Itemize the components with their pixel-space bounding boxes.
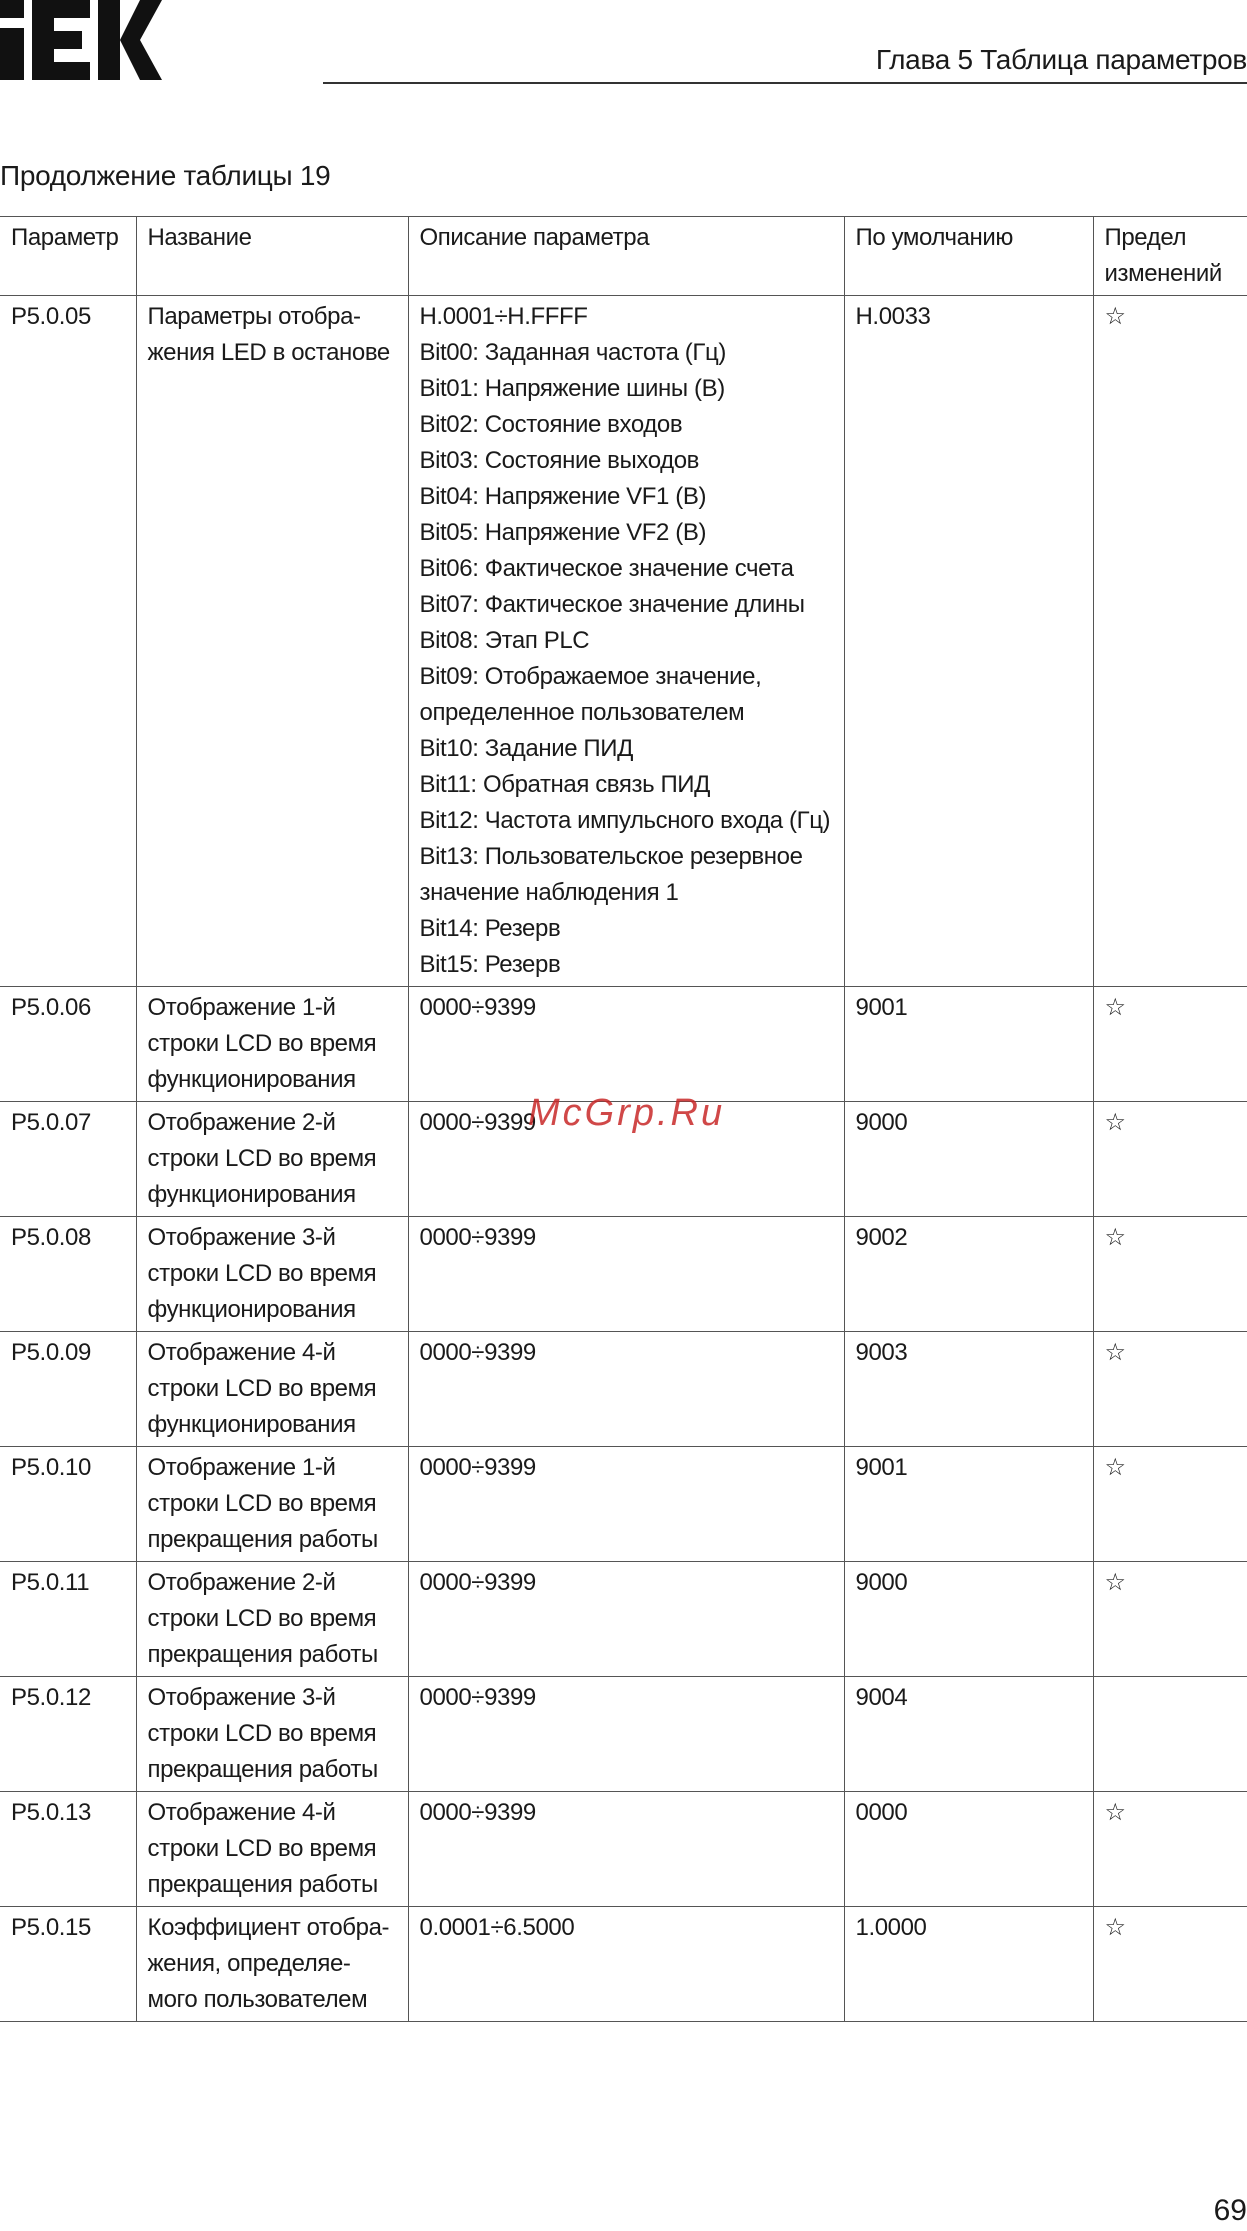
change-limit-cell: ☆ <box>1093 1332 1247 1447</box>
description-line: 0.0001÷6.5000 <box>419 1914 575 1941</box>
param-description-cell <box>408 1332 844 1447</box>
description-line: Bit00: Заданная частота (Гц) <box>419 339 726 366</box>
description-line: Bit05: Напряжение VF2 (В) <box>419 519 707 546</box>
param-code-cell: P5.0.15 <box>0 1907 136 2022</box>
description-line: значение наблюдения 1 <box>419 879 679 906</box>
default-value-cell: 9000 <box>844 1562 1093 1677</box>
table-row <box>0 1217 1247 1332</box>
column-header: Предел изменений <box>1093 217 1247 296</box>
table-body <box>0 296 1247 2022</box>
param-code-cell: P5.0.12 <box>0 1677 136 1792</box>
param-name-cell: Отображение 4-й строки LCD во время прекращения работы <box>136 1792 408 1907</box>
description-line: Bit14: Резерв <box>419 915 561 942</box>
param-name-cell: Коэффициент отобра-жения, определяе-мого пользователем <box>136 1907 408 2022</box>
default-value-cell: 0000 <box>844 1792 1093 1907</box>
table-row <box>0 987 1247 1102</box>
change-limit-cell: ☆ <box>1093 1792 1247 1907</box>
description-line: Bit06: Фактическое значение счета <box>419 555 794 582</box>
description-line: определенное пользователем <box>419 699 745 726</box>
param-description-cell <box>408 1907 844 2022</box>
description-line: Bit07: Фактическое значение длины <box>419 591 805 618</box>
param-description-cell <box>408 1447 844 1562</box>
param-description-cell <box>408 1217 844 1332</box>
description-line: 0000÷9399 <box>419 1454 536 1481</box>
change-limit-cell <box>1093 1677 1247 1792</box>
param-name-cell: Отображение 2-й строки LCD во время прекращения работы <box>136 1562 408 1677</box>
param-code-cell: P5.0.05 <box>0 296 136 987</box>
param-code-cell: P5.0.07 <box>0 1102 136 1217</box>
param-description-cell <box>408 1792 844 1907</box>
description-line: 0000÷9399 <box>419 1109 536 1136</box>
default-value-cell: 9001 <box>844 1447 1093 1562</box>
param-name-cell: Отображение 2-й строки LCD во время функционирования <box>136 1102 408 1217</box>
table-row <box>0 1447 1247 1562</box>
description-line: 0000÷9399 <box>419 1224 536 1251</box>
default-value-cell: 9003 <box>844 1332 1093 1447</box>
param-name-cell: Параметры отобра-жения LED в останове <box>136 296 408 987</box>
change-limit-cell: ☆ <box>1093 1562 1247 1677</box>
param-code-cell: P5.0.11 <box>0 1562 136 1677</box>
table-row <box>0 1562 1247 1677</box>
description-line: Bit15: Резерв <box>419 951 561 978</box>
description-line: 0000÷9399 <box>419 1569 536 1596</box>
table-row <box>0 1792 1247 1907</box>
description-line: H.0001÷H.FFFF <box>419 303 588 330</box>
param-description-cell <box>408 1677 844 1792</box>
table-row <box>0 1677 1247 1792</box>
param-name-cell: Отображение 3-й строки LCD во время прекращения работы <box>136 1677 408 1792</box>
change-limit-cell: ☆ <box>1093 1102 1247 1217</box>
description-line: Bit09: Отображаемое значение, <box>419 663 762 690</box>
description-line: Bit01: Напряжение шины (В) <box>419 375 725 402</box>
table-row <box>0 296 1247 987</box>
watermark: McGrp.Ru <box>528 1092 726 1134</box>
column-header: Название <box>136 217 408 296</box>
table-row <box>0 1332 1247 1447</box>
change-limit-cell: ☆ <box>1093 1217 1247 1332</box>
change-limit-cell: ☆ <box>1093 987 1247 1102</box>
default-value-cell: 9001 <box>844 987 1093 1102</box>
iek-logo <box>0 0 162 80</box>
param-description-cell <box>408 1562 844 1677</box>
page-number: 69 <box>1213 2194 1247 2227</box>
description-line: Bit08: Этап PLC <box>419 627 590 654</box>
description-line: 0000÷9399 <box>419 1339 536 1366</box>
description-line: Bit10: Задание ПИД <box>419 735 633 762</box>
column-header: По умолчанию <box>844 217 1093 296</box>
default-value-cell: 1.0000 <box>844 1907 1093 2022</box>
default-value-cell: 9004 <box>844 1677 1093 1792</box>
chapter-title: Глава 5 Таблица параметров <box>875 44 1247 75</box>
description-line: Bit13: Пользовательское резервное <box>419 843 803 870</box>
description-line: Bit12: Частота импульсного входа (Гц) <box>419 807 831 834</box>
default-value-cell: 9002 <box>844 1217 1093 1332</box>
param-code-cell: P5.0.06 <box>0 987 136 1102</box>
param-name-cell: Отображение 3-й строки LCD во время функционирования <box>136 1217 408 1332</box>
param-code-cell: P5.0.09 <box>0 1332 136 1447</box>
table-header-row <box>0 217 1247 296</box>
description-line: 0000÷9399 <box>419 994 536 1021</box>
default-value-cell: H.0033 <box>844 296 1093 987</box>
param-name-cell: Отображение 1-й строки LCD во время функционирования <box>136 987 408 1102</box>
description-line: Bit04: Напряжение VF1 (В) <box>419 483 707 510</box>
description-line: Bit11: Обратная связь ПИД <box>419 771 711 798</box>
param-code-cell: P5.0.13 <box>0 1792 136 1907</box>
description-line: 0000÷9399 <box>419 1684 536 1711</box>
column-header: Описание параметра <box>408 217 844 296</box>
param-description-cell <box>408 987 844 1102</box>
change-limit-cell: ☆ <box>1093 1447 1247 1562</box>
change-limit-cell: ☆ <box>1093 1907 1247 2022</box>
description-line: Bit02: Состояние входов <box>419 411 683 438</box>
param-name-cell: Отображение 4-й строки LCD во время функционирования <box>136 1332 408 1447</box>
column-header: Параметр <box>0 217 136 296</box>
table-continuation-label: Продолжение таблицы 19 <box>0 160 331 191</box>
default-value-cell: 9000 <box>844 1102 1093 1217</box>
header-rule <box>323 82 1247 84</box>
description-line: 0000÷9399 <box>419 1799 536 1826</box>
param-name-cell: Отображение 1-й строки LCD во время прекращения работы <box>136 1447 408 1562</box>
param-description-cell <box>408 296 844 987</box>
param-code-cell: P5.0.10 <box>0 1447 136 1562</box>
param-code-cell: P5.0.08 <box>0 1217 136 1332</box>
change-limit-cell: ☆ <box>1093 296 1247 987</box>
table-row <box>0 1907 1247 2022</box>
description-line: Bit03: Состояние выходов <box>419 447 700 474</box>
